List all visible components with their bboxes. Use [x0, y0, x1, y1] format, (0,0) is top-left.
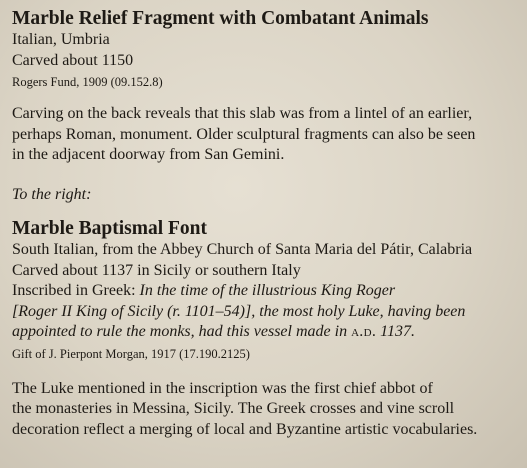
inscription-intro: Inscribed in Greek:	[12, 282, 140, 299]
inscription-text: appointed to rule the monks, had this vessel made in	[12, 323, 352, 340]
inscription-text: 1137.	[376, 323, 415, 340]
spacer	[12, 166, 517, 185]
spacer	[12, 91, 517, 104]
spacer	[12, 205, 517, 217]
object-entry-relief-fragment	[12, 7, 517, 166]
object-origin: South Italian, from the Abbey Church of Santa Maria del Pátir, Calabria	[12, 241, 473, 258]
spacer	[12, 363, 517, 379]
inscription-line: [Roger II King of Sicily (r. 1101–54)], the most holy Luke, having been	[12, 302, 466, 320]
object-origin: Italian, Umbria	[12, 31, 110, 48]
description-line: The Luke mentioned in the inscription was the first chief abbot of	[12, 379, 433, 397]
description-line: Carving on the back reveals that this slab was from a lintel of an earlier,	[12, 105, 473, 122]
object-description	[12, 379, 517, 441]
description-line: the monasteries in Messina, Sicily. The Greek crosses and vine scroll	[12, 400, 455, 417]
description-line: perhaps Roman, monument. Older sculptural fragments can also be seen	[12, 125, 476, 143]
inscription-line	[12, 322, 517, 343]
object-description	[12, 104, 517, 166]
object-credit-line: Rogers Fund, 1909 (09.152.8)	[12, 75, 163, 89]
description-line: in the adjacent doorway from San Gemini.	[12, 146, 285, 163]
object-title: Marble Relief Fragment with Combatant Animals	[12, 8, 429, 29]
inscription-era: a.d.	[351, 323, 377, 340]
object-date: Carved about 1137 in Sicily or southern Italy	[12, 261, 301, 279]
description-line: decoration reflect a merging of local and Byzantine artistic vocabularies.	[12, 420, 478, 438]
object-entry-baptismal-font	[12, 217, 517, 440]
object-credit-line: Gift of J. Pierpont Morgan, 1917 (17.190.2125)	[12, 346, 250, 361]
direction-heading: To the right:	[12, 185, 92, 203]
object-date: Carved about 1150	[12, 51, 134, 69]
object-title: Marble Baptismal Font	[12, 218, 207, 239]
inscription-text: In the time of the illustrious King Roger	[139, 282, 396, 299]
inscription-line	[12, 281, 517, 302]
